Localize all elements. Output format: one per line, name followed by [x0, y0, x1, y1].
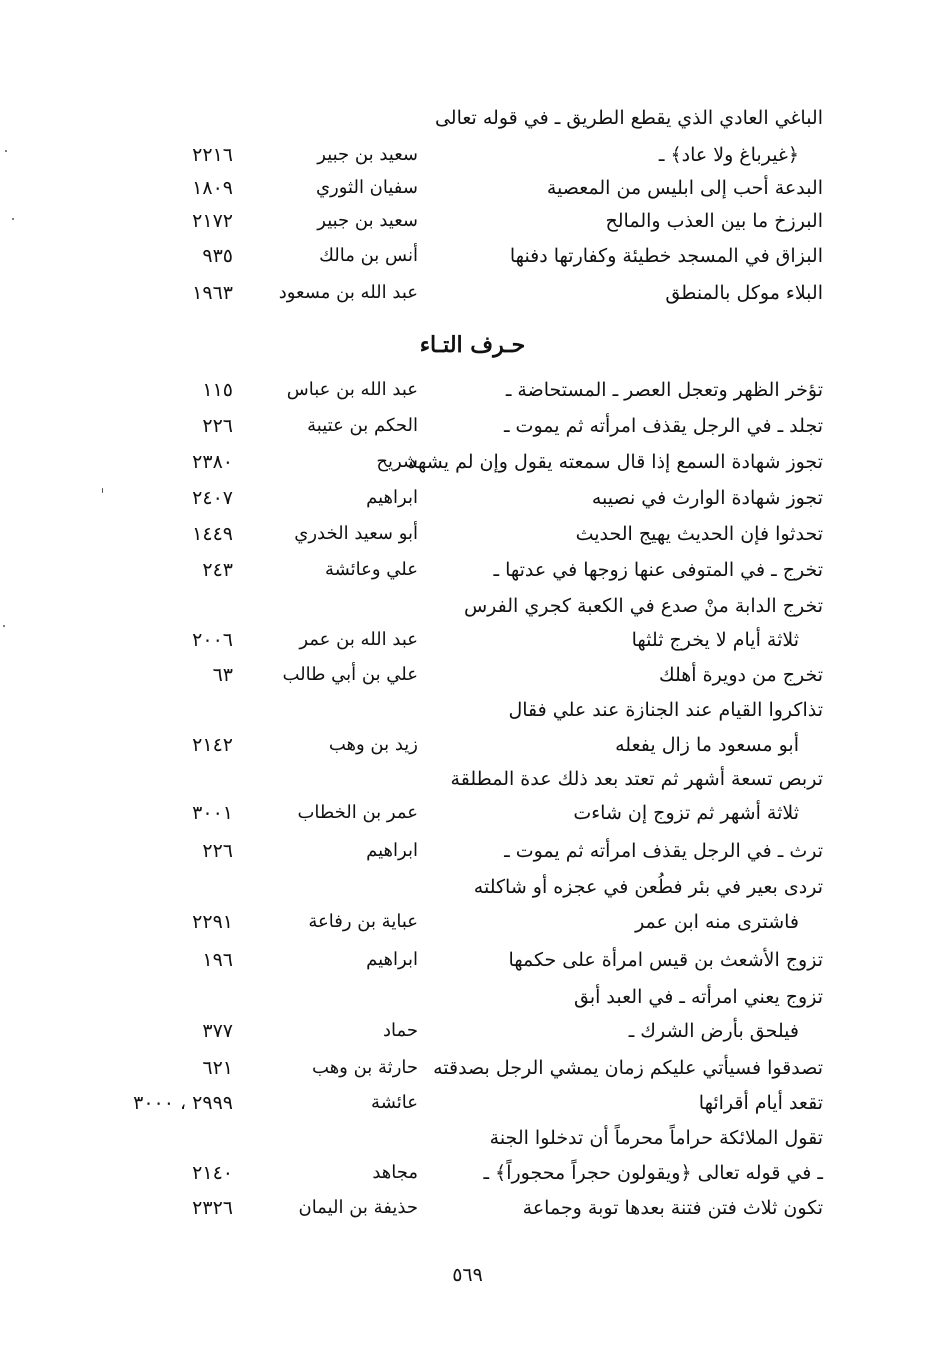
- section-heading: [0, 332, 935, 358]
- entry-ref-number: ٢٣٨٠: [192, 451, 233, 473]
- entry-narrator: عائشة: [371, 1092, 418, 1113]
- entry-narrator: عبد الله بن عباس: [286, 379, 418, 400]
- entry-ref-number: ١١٥: [202, 379, 233, 401]
- index-row: [0, 798, 935, 828]
- entry-narrator: الحكم بن عتيبة: [307, 415, 418, 436]
- entry-ref-number: ١٩٦: [202, 949, 233, 971]
- entry-text: البلاء موكل بالمنطق: [665, 282, 823, 304]
- section-heading-text: حـرف التـاء: [419, 332, 526, 358]
- entry-narrator: مجاهد: [372, 1162, 418, 1183]
- entry-narrator: عمر بن الخطاب: [297, 802, 418, 823]
- entry-text: تجوز شهادة الوارث في نصيبه: [591, 487, 823, 509]
- index-row: [0, 982, 935, 1012]
- entry-text: تصدقوا فسيأتي عليكم زمان يمشي الرجل بصدقته: [433, 1057, 823, 1079]
- index-row: [0, 836, 935, 866]
- entry-ref-number: ٢١٧٢: [192, 210, 233, 232]
- index-row: [0, 1053, 935, 1083]
- index-row: [0, 695, 935, 725]
- entry-ref-number: ٩٣٥: [202, 245, 233, 267]
- entry-narrator: ابراهيم: [366, 487, 418, 508]
- index-row: [0, 519, 935, 549]
- scan-speck: [12, 218, 14, 220]
- scan-speck: [3, 625, 5, 627]
- entry-text: تجلد ـ في الرجل يقذف امرأته ثم يموت ـ: [503, 415, 823, 437]
- entry-ref-number: ٢١٤٠: [192, 1162, 233, 1184]
- entry-ref-number: ٢١٤٢: [192, 734, 233, 756]
- entry-text: فيلحق بأرض الشرك ـ: [628, 1020, 799, 1042]
- index-row: [0, 483, 935, 513]
- entry-text: تقول الملائكة حراماً محرماً أن تدخلوا الجنة: [489, 1127, 823, 1149]
- entry-ref-number: ٢٩٩٩ ، ٣٠٠٠: [133, 1092, 233, 1114]
- entry-ref-number: ٢٠٠٦: [192, 629, 233, 651]
- entry-text: البرزخ ما بين العذب والمالح: [605, 210, 823, 232]
- entry-narrator: ابراهيم: [366, 840, 418, 861]
- entry-narrator: حذيفة بن اليمان: [298, 1197, 418, 1218]
- entry-text: تزوج يعني امرأته ـ في العبد أبق: [573, 986, 823, 1008]
- index-row: [0, 447, 935, 477]
- index-row: [0, 173, 935, 203]
- entry-ref-number: ٢٢٦: [202, 840, 233, 862]
- entry-text: تخرج الدابة منْ صدع في الكعبة كجري الفرس: [463, 595, 823, 617]
- index-row: [0, 411, 935, 441]
- page-number: ٥٦٩: [452, 1264, 483, 1286]
- entry-narrator: حارثة بن وهب: [312, 1057, 418, 1078]
- index-row: [0, 140, 935, 170]
- entry-ref-number: ١٨٠٩: [192, 177, 233, 199]
- index-row: [0, 1193, 935, 1223]
- entry-narrator: سعيد بن جبير: [317, 144, 418, 165]
- entry-narrator: علي بن أبي طالب: [282, 664, 418, 685]
- entry-text: تقعد أيام أقرائها: [698, 1092, 823, 1114]
- entry-narrator: سعيد بن جبير: [317, 210, 418, 231]
- entry-text: تخرج ـ في المتوفى عنها زوجها في عدتها ـ: [493, 559, 823, 581]
- entry-ref-number: ٢٢٦: [202, 415, 233, 437]
- index-row: [0, 907, 935, 937]
- entry-ref-number: ٦٢١: [202, 1057, 233, 1079]
- entry-ref-number: ٢٢٩١: [192, 911, 233, 933]
- index-row: [0, 872, 935, 902]
- index-row: [0, 1088, 935, 1118]
- entry-text: فاشترى منه ابن عمر: [635, 911, 799, 933]
- entry-ref-number: ٢٤٠٧: [192, 487, 233, 509]
- entry-narrator: أبو سعيد الخدري: [294, 523, 418, 544]
- index-row: [0, 945, 935, 975]
- entry-narrator: عبد الله بن مسعود: [278, 282, 418, 303]
- entry-text: تذاكروا القيام عند الجنازة عند علي فقال: [508, 699, 823, 721]
- index-row: [0, 103, 935, 133]
- entry-narrator: ابراهيم: [366, 949, 418, 970]
- index-row: [0, 591, 935, 621]
- entry-text: تكون ثلاث فتن فتنة بعدها توبة وجماعة: [522, 1197, 823, 1219]
- entry-narrator: سفيان الثوري: [315, 177, 418, 198]
- index-row: [0, 1123, 935, 1153]
- entry-narrator: علي وعائشة: [324, 559, 418, 580]
- entry-text: الباغي العادي الذي يقطع الطريق ـ في قوله تعالى: [434, 107, 823, 129]
- index-row: [0, 1016, 935, 1046]
- entry-text: تخرج من دويرة أهلك: [658, 664, 823, 686]
- index-row: [0, 764, 935, 794]
- index-row: [0, 241, 935, 271]
- entry-text: تحدثوا فإن الحديث يهيج الحديث: [575, 523, 823, 545]
- entry-text: ﴿غيرباغ ولا عاد﴾ ـ: [658, 144, 799, 166]
- entry-text: أبو مسعود ما زال يفعله: [615, 734, 799, 756]
- entry-text: تردى بعير في بئر فطُعن في عجزه أو شاكلته: [473, 876, 823, 898]
- entry-ref-number: ٣٠٠١: [192, 802, 233, 824]
- entry-text: ثلاثة أشهر ثم تزوج إن شاءت: [573, 802, 799, 824]
- index-row: [0, 625, 935, 655]
- entry-narrator: أنس بن مالك: [319, 245, 418, 266]
- entry-text: تربص تسعة أشهر ثم تعتد بعد ذلك عدة المطلقة: [450, 768, 823, 790]
- index-row: [0, 1158, 935, 1188]
- entry-narrator: عباية بن رفاعة: [308, 911, 418, 932]
- entry-narrator: حماد: [382, 1020, 418, 1041]
- entry-text: ثلاثة أيام لا يخرج ثلثها: [631, 629, 799, 651]
- scan-speck: [5, 150, 7, 152]
- entry-narrator: شريح: [376, 451, 418, 472]
- index-row: [0, 206, 935, 236]
- index-row: [0, 730, 935, 760]
- entry-ref-number: ٢٤٣: [202, 559, 233, 581]
- entry-text: تزوج الأشعث بن قيس امرأة على حكمها: [508, 949, 823, 971]
- index-row: [0, 375, 935, 405]
- index-row: [0, 278, 935, 308]
- scan-speck: [102, 488, 103, 493]
- entry-text: تؤخر الظهر وتعجل العصر ـ المستحاضة ـ: [505, 379, 823, 401]
- entry-ref-number: ٣٧٧: [202, 1020, 233, 1042]
- index-row: [0, 555, 935, 585]
- entry-ref-number: ٦٣: [212, 664, 233, 686]
- entry-text: البدعة أحب إلى ابليس من المعصية: [546, 177, 823, 199]
- entry-narrator: زيد بن وهب: [328, 734, 418, 755]
- entry-text: ترث ـ في الرجل يقذف امرأته ثم يموت ـ: [504, 840, 823, 862]
- entry-ref-number: ٢٢١٦: [192, 144, 233, 166]
- entry-ref-number: ٢٣٢٦: [192, 1197, 233, 1219]
- entry-text: ـ في قوله تعالى ﴿ويقولون حجراً محجوراً﴾ ـ: [483, 1162, 823, 1184]
- index-row: [0, 660, 935, 690]
- entry-text: البزاق في المسجد خطيئة وكفارتها دفنها: [509, 245, 823, 267]
- entry-ref-number: ١٤٤٩: [192, 523, 233, 545]
- entry-text: تجوز شهادة السمع إذا قال سمعته يقول وإن لم يشهد: [408, 451, 823, 473]
- entry-narrator: عبد الله بن عمر: [299, 629, 418, 650]
- entry-ref-number: ١٩٦٣: [192, 282, 233, 304]
